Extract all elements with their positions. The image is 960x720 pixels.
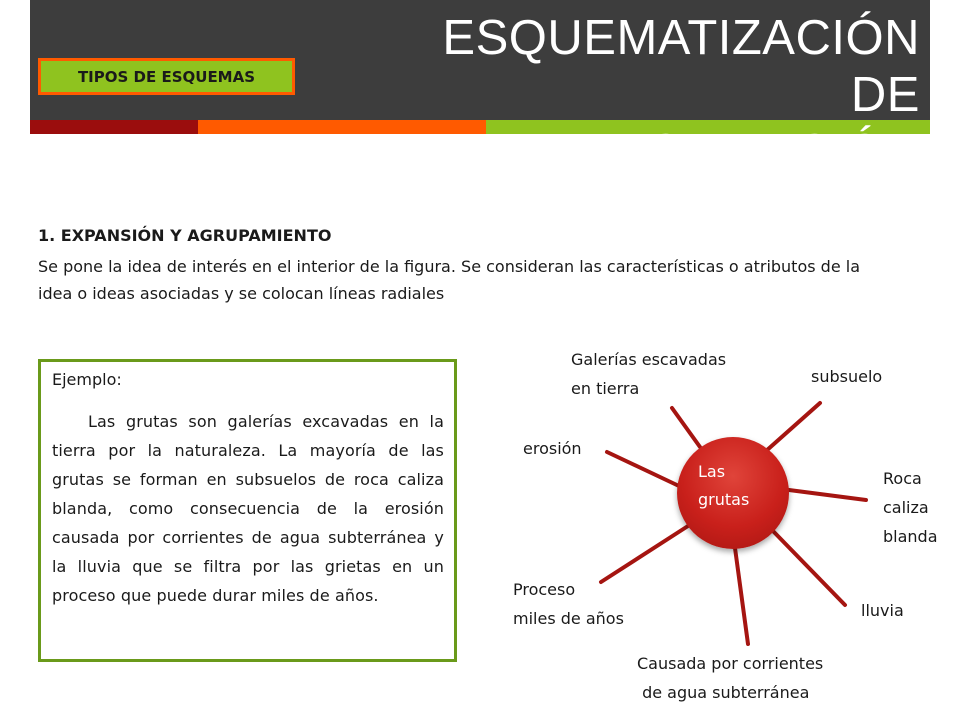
slide-title-line-1: ESQUEMATIZACIÓN DE <box>442 11 920 122</box>
spoke-line-roca <box>789 490 866 500</box>
spoke-label-roca-line-3: blanda <box>883 527 938 546</box>
slide-title-line-2: LA INFORMACIÓN <box>493 125 920 179</box>
section-description: Se pone la idea de interés en el interior de la figura. Se consideran las características o atributos de la idea o ideas asociadas y se colocan líneas radiales <box>38 257 860 303</box>
example-text: Las grutas son galerías excavadas en la tierra por la naturaleza. La mayoría de las grutas se forman en subsuelos de roca caliza blanda, como consecuencia de la erosión causada por corrientes de agua subterránea y la lluvia que se filtra por las grietas en un proceso que puede durar miles de años. <box>52 412 444 605</box>
types-badge-label: TIPOS DE ESQUEMAS <box>77 67 256 86</box>
spoke-label-galerias-line-2: en tierra <box>571 379 640 398</box>
spoke-label-roca-line-2: caliza <box>883 498 929 517</box>
spoke-label-proceso-line-2: miles de años <box>513 609 624 628</box>
spoke-label-lluvia-line-1: lluvia <box>861 601 904 620</box>
spoke-line-causada <box>735 548 748 644</box>
spoke-label-causada-line-1: Causada por corrientes <box>637 654 824 673</box>
spoke-label-erosion-line-1: erosión <box>523 439 582 458</box>
spoke-label-subsuelo-line-1: subsuelo <box>811 367 883 386</box>
spoke-label-proceso-line-1: Proceso <box>513 580 576 599</box>
spoke-label-proceso <box>513 575 624 633</box>
spoke-line-subsuelo <box>766 403 820 451</box>
central-node-label <box>698 458 749 514</box>
spoke-line-erosion <box>607 452 679 486</box>
example-label: Ejemplo: <box>52 370 122 389</box>
spoke-label-erosion <box>523 434 582 463</box>
spoke-line-lluvia <box>772 530 845 605</box>
spoke-label-galerias <box>571 345 726 403</box>
spoke-label-roca-line-1: Roca <box>883 469 922 488</box>
spoke-label-causada <box>637 649 823 707</box>
central-node-line-2: grutas <box>698 490 750 509</box>
spoke-label-lluvia <box>861 596 904 625</box>
section-heading: 1. EXPANSIÓN Y AGRUPAMIENTO <box>38 226 332 245</box>
spoke-line-proceso <box>601 526 688 582</box>
spoke-label-causada-line-2: de agua subterránea <box>637 683 810 702</box>
spoke-label-subsuelo <box>811 362 882 391</box>
spoke-line-galerias <box>672 408 700 447</box>
central-node-line-1: Las <box>698 462 726 481</box>
spoke-label-galerias-line-1: Galerías escavadas <box>571 350 727 369</box>
spoke-label-roca <box>883 464 938 551</box>
